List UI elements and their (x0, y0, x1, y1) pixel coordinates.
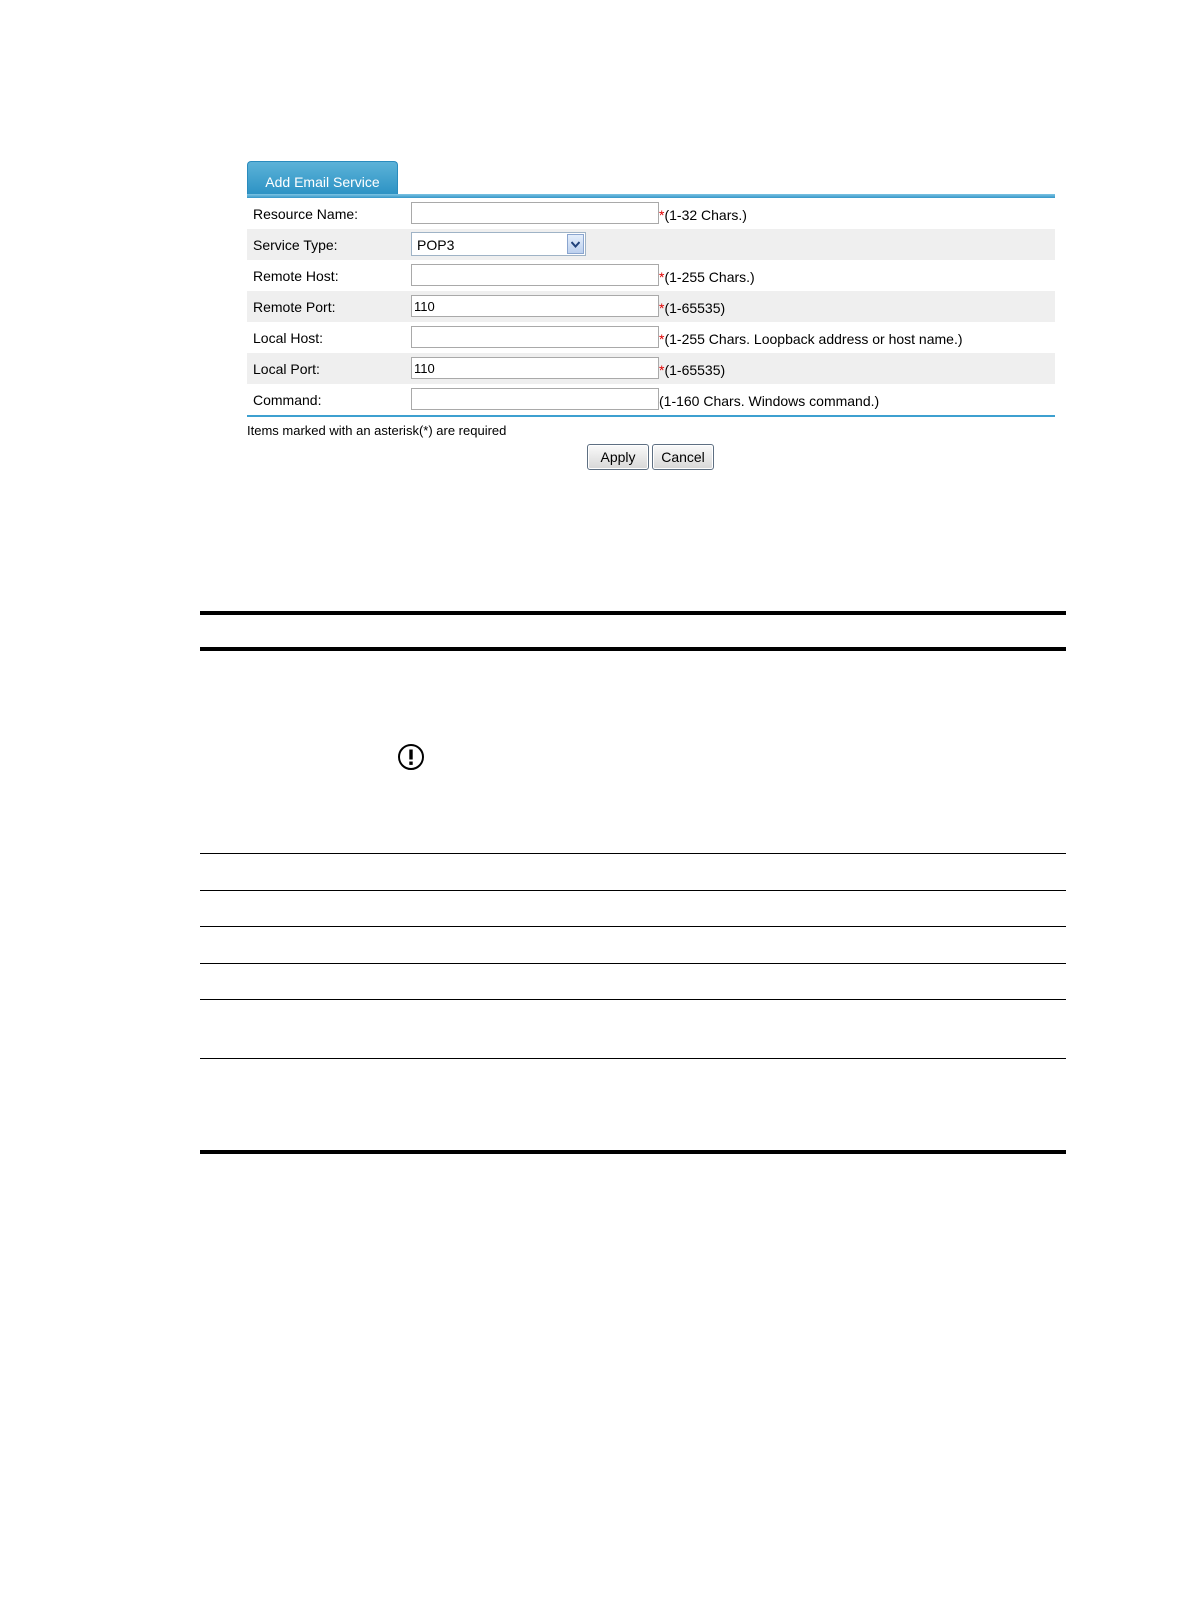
table-row-divider (200, 926, 1066, 927)
resource-name-hint-text: (1-32 Chars.) (664, 207, 747, 223)
form-row-remote-port (247, 291, 1055, 322)
remote-port-hint (659, 300, 725, 316)
service-type-select[interactable] (411, 232, 586, 256)
required-asterisk: * (659, 300, 665, 316)
local-port-input[interactable] (411, 357, 659, 379)
local-port-hint (659, 362, 725, 378)
local-host-hint (659, 331, 963, 347)
tab-add-email-service[interactable]: Add Email Service (247, 161, 398, 196)
form-row-resource-name (247, 198, 1055, 229)
local-host-hint-text: (1-255 Chars. Loopback address or host name.) (664, 331, 963, 347)
tab-strip (247, 161, 1055, 198)
required-asterisk: * (659, 362, 665, 378)
required-asterisk: * (659, 207, 665, 223)
table-top-rule (200, 611, 1066, 615)
service-type-value: POP3 (417, 237, 455, 253)
caution-icon (397, 743, 425, 771)
resource-name-hint (659, 207, 747, 223)
remote-host-hint-text: (1-255 Chars.) (664, 269, 755, 285)
command-label: Command: (253, 392, 322, 408)
form-rows (247, 198, 1055, 415)
remote-host-input[interactable] (411, 264, 659, 286)
required-asterisk: * (659, 331, 665, 347)
remote-port-label: Remote Port: (253, 299, 336, 315)
resource-name-input[interactable] (411, 202, 659, 224)
chevron-down-icon[interactable] (567, 234, 584, 254)
table-header-rule (200, 647, 1066, 651)
form-row-command (247, 384, 1055, 415)
add-email-service-panel (247, 161, 1055, 417)
local-host-input[interactable] (411, 326, 659, 348)
table-row-divider (200, 1058, 1066, 1059)
table-row-divider (200, 963, 1066, 964)
form-row-local-host (247, 322, 1055, 353)
form-row-remote-host (247, 260, 1055, 291)
command-input[interactable] (411, 388, 659, 410)
table-row-divider (200, 890, 1066, 891)
form-bottom-divider (247, 415, 1055, 417)
apply-button[interactable]: Apply (587, 444, 649, 470)
resource-name-label: Resource Name: (253, 206, 359, 222)
table-row-divider (200, 999, 1066, 1000)
required-asterisk: * (659, 269, 665, 285)
local-host-label: Local Host: (253, 330, 324, 346)
form-row-service-type (247, 229, 1055, 260)
required-fields-note: Items marked with an asterisk(*) are required (247, 423, 507, 438)
command-hint: (1-160 Chars. Windows command.) (659, 393, 880, 409)
service-type-label: Service Type: (253, 237, 338, 253)
remote-host-label: Remote Host: (253, 268, 339, 284)
remote-port-input[interactable] (411, 295, 659, 317)
form-row-local-port (247, 353, 1055, 384)
remote-port-hint-text: (1-65535) (664, 300, 726, 316)
table-bottom-rule (200, 1150, 1066, 1154)
local-port-hint-text: (1-65535) (664, 362, 726, 378)
local-port-label: Local Port: (253, 361, 320, 377)
cancel-button[interactable]: Cancel (652, 444, 714, 470)
table-row-divider (200, 853, 1066, 854)
remote-host-hint (659, 269, 755, 285)
